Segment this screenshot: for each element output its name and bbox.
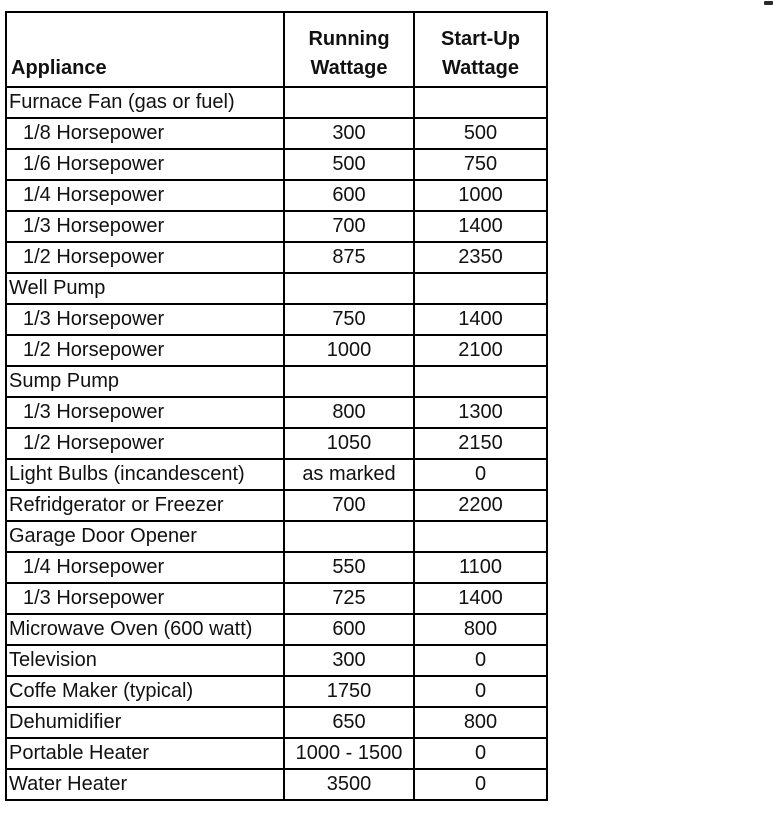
running-wattage-cell: 550 (284, 552, 414, 583)
startup-wattage-cell: 1000 (414, 180, 547, 211)
running-wattage-cell: 1000 (284, 335, 414, 366)
running-wattage-cell: 725 (284, 583, 414, 614)
appliance-wattage-table (5, 11, 548, 801)
startup-wattage-cell: 0 (414, 459, 547, 490)
appliance-cell: Furnace Fan (gas or fuel) (6, 87, 284, 118)
running-wattage-cell (284, 366, 414, 397)
table-row (6, 769, 547, 800)
appliance-cell: 1/3 Horsepower (6, 397, 284, 428)
appliance-cell: 1/6 Horsepower (6, 149, 284, 180)
running-wattage-cell: 1050 (284, 428, 414, 459)
startup-wattage-cell: 1400 (414, 304, 547, 335)
startup-wattage-cell: 750 (414, 149, 547, 180)
startup-wattage-cell: 1100 (414, 552, 547, 583)
table-row (6, 738, 547, 769)
running-wattage-cell: 750 (284, 304, 414, 335)
table-row (6, 614, 547, 645)
startup-wattage-cell: 1300 (414, 397, 547, 428)
startup-wattage-cell: 2200 (414, 490, 547, 521)
running-wattage-cell: 300 (284, 118, 414, 149)
table-row (6, 428, 547, 459)
running-wattage-cell: 700 (284, 490, 414, 521)
appliance-cell: Dehumidifier (6, 707, 284, 738)
table-row (6, 335, 547, 366)
startup-wattage-cell: 0 (414, 738, 547, 769)
header-running-wattage: Running Wattage (284, 12, 414, 87)
appliance-cell: 1/4 Horsepower (6, 552, 284, 583)
header-appliance: Appliance (6, 12, 284, 87)
table-row (6, 397, 547, 428)
table-row (6, 459, 547, 490)
table-row (6, 552, 547, 583)
running-wattage-cell: 300 (284, 645, 414, 676)
table-header (6, 12, 547, 87)
running-wattage-cell: 650 (284, 707, 414, 738)
startup-wattage-cell: 0 (414, 645, 547, 676)
appliance-cell: Sump Pump (6, 366, 284, 397)
corner-artifact-mark (764, 1, 773, 5)
running-wattage-cell (284, 273, 414, 304)
table-row (6, 676, 547, 707)
appliance-cell: 1/3 Horsepower (6, 304, 284, 335)
startup-wattage-cell: 1400 (414, 211, 547, 242)
appliance-cell: Garage Door Opener (6, 521, 284, 552)
appliance-cell: Microwave Oven (600 watt) (6, 614, 284, 645)
startup-wattage-cell: 0 (414, 676, 547, 707)
appliance-cell: Portable Heater (6, 738, 284, 769)
header-row (6, 12, 547, 87)
startup-wattage-cell: 2100 (414, 335, 547, 366)
running-wattage-cell: 1000 - 1500 (284, 738, 414, 769)
running-wattage-cell: 3500 (284, 769, 414, 800)
table-row (6, 366, 547, 397)
table-row (6, 87, 547, 118)
running-wattage-cell (284, 521, 414, 552)
appliance-cell: Refridgerator or Freezer (6, 490, 284, 521)
running-wattage-cell: 600 (284, 614, 414, 645)
appliance-cell: 1/2 Horsepower (6, 428, 284, 459)
appliance-cell: 1/3 Horsepower (6, 583, 284, 614)
table-row (6, 242, 547, 273)
table-row (6, 180, 547, 211)
table-row (6, 273, 547, 304)
header-startup-wattage: Start-Up Wattage (414, 12, 547, 87)
table-body (6, 87, 547, 800)
running-wattage-cell: 500 (284, 149, 414, 180)
table-row (6, 149, 547, 180)
running-wattage-cell: 700 (284, 211, 414, 242)
table-row (6, 645, 547, 676)
startup-wattage-cell (414, 366, 547, 397)
table-row (6, 490, 547, 521)
startup-wattage-cell: 2350 (414, 242, 547, 273)
appliance-cell: 1/3 Horsepower (6, 211, 284, 242)
startup-wattage-cell: 800 (414, 614, 547, 645)
running-wattage-cell: 800 (284, 397, 414, 428)
startup-wattage-cell (414, 273, 547, 304)
running-wattage-cell: 1750 (284, 676, 414, 707)
table-row (6, 521, 547, 552)
running-wattage-cell: 600 (284, 180, 414, 211)
appliance-cell: Light Bulbs (incandescent) (6, 459, 284, 490)
table-row (6, 304, 547, 335)
table-row (6, 583, 547, 614)
appliance-cell: 1/2 Horsepower (6, 242, 284, 273)
appliance-cell: 1/2 Horsepower (6, 335, 284, 366)
startup-wattage-cell: 2150 (414, 428, 547, 459)
appliance-cell: 1/4 Horsepower (6, 180, 284, 211)
table-row (6, 118, 547, 149)
startup-wattage-cell: 0 (414, 769, 547, 800)
appliance-cell: Coffe Maker (typical) (6, 676, 284, 707)
startup-wattage-cell: 500 (414, 118, 547, 149)
startup-wattage-cell: 1400 (414, 583, 547, 614)
table-row (6, 707, 547, 738)
appliance-cell: Television (6, 645, 284, 676)
running-wattage-cell: 875 (284, 242, 414, 273)
appliance-cell: Water Heater (6, 769, 284, 800)
running-wattage-cell (284, 87, 414, 118)
startup-wattage-cell (414, 521, 547, 552)
appliance-cell: 1/8 Horsepower (6, 118, 284, 149)
startup-wattage-cell: 800 (414, 707, 547, 738)
startup-wattage-cell (414, 87, 547, 118)
running-wattage-cell: as marked (284, 459, 414, 490)
appliance-cell: Well Pump (6, 273, 284, 304)
table-row (6, 211, 547, 242)
